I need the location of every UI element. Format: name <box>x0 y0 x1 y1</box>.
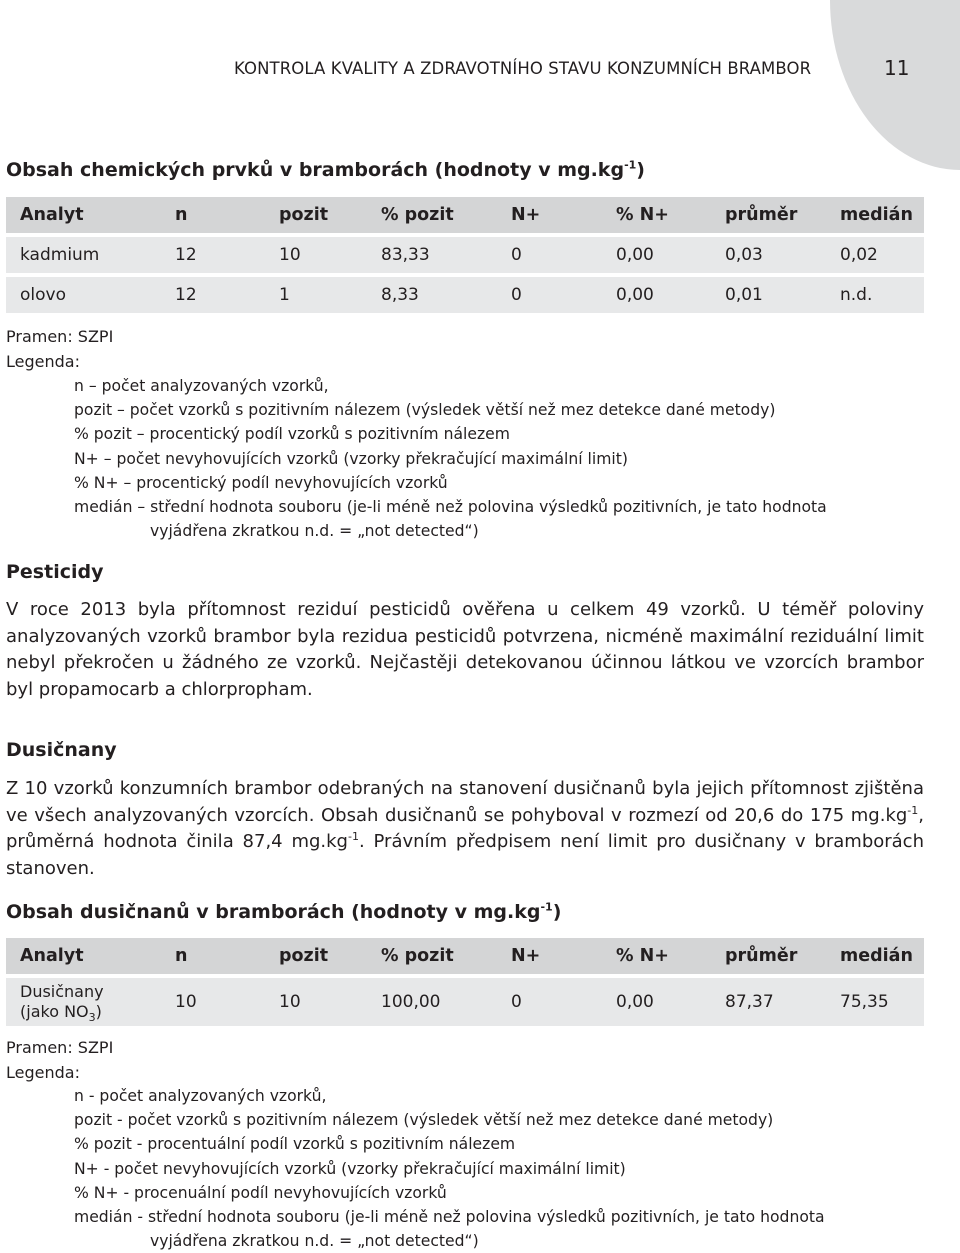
table2-source: Pramen: SZPI <box>6 1038 114 1057</box>
table1-legend-label: Legenda: <box>6 352 80 371</box>
table1 <box>6 197 924 313</box>
table1-title: Obsah chemických prvků v bramborách (hodnoty v $mg.kg^{-1}$) <box>6 158 645 181</box>
legend-item: medián - střední hodnota souboru (je-li méně než polovina výsledků pozitivních, je tato hodnota <box>74 1208 825 1227</box>
legend-item: medián – střední hodnota souboru (je-li méně než polovina výsledků pozitivních, je tato hodnota <box>74 498 827 517</box>
legend-item: pozit – počet vzorků s pozitivním nálezem (výsledek větší než mez detekce dané metody) <box>74 401 776 420</box>
table-row: kadmium 12 10 83,33 0 0,00 0,03 0,02 <box>6 237 924 273</box>
running-header: KONTROLA KVALITY A ZDRAVOTNÍHO STAVU KONZUMNÍCH BRAMBOR <box>234 59 812 78</box>
col-pct-pozit: % pozit <box>351 197 471 233</box>
legend-item: % N+ - procenuální podíl nevyhovujících vzorků <box>74 1183 447 1202</box>
legend-item: n – počet analyzovaných vzorků, <box>74 377 329 395</box>
dusicnany-heading: Dusičnany <box>6 739 117 761</box>
legend-item: pozit - počet vzorků s pozitivním nálezem (výsledek větší než mez detekce dané metody) <box>74 1111 774 1130</box>
dusicnany-paragraph: Z 10 vzorků konzumních brambor odebraných na stanovení dusičnanů byla jejich přítomnost zjištěna ve všech analyzovaných vzorcích. Obsah dusičnanů se pohyboval v rozmezí od 20,6 do 175 $mg.kg^{-1}$, průměrná hodnota činila 87,4 $mg.kg^{-1}$. Právním předpisem není limit pro dusičnany v bramborách stanoven. <box>6 778 924 879</box>
pesticidy-paragraph: V roce 2013 byla přítomnost reziduí pesticidů ověřena u celkem 49 vzorků. U téměř poloviny analyzovaných vzorků brambor byla rezidua pesticidů potvrzena, nicméně maximální reziduální limit nebyl překročen u žádného ze vzorků. Nejčastěji detekovanou účinnou látkou ve vzorcích brambor byl propamocarb a chlorpropham. <box>6 599 924 700</box>
table2 <box>6 938 924 1026</box>
legend-item: N+ – počet nevyhovujících vzorků (vzorky překračující maximální limit) <box>74 449 628 468</box>
legend-item: % pozit – procentický podíl vzorků s pozitivním nálezem <box>74 425 510 444</box>
col-nplus: N+ <box>471 197 586 233</box>
table1-source: Pramen: SZPI <box>6 327 114 346</box>
col-analyt: Analyt <box>6 197 131 233</box>
col-prumer: průměr <box>691 197 806 233</box>
table-row: olovo 12 1 8,33 0 0,00 0,01 n.d. <box>6 277 924 313</box>
legend-item: % N+ – procentický podíl nevyhovujících vzorků <box>74 473 448 492</box>
table-row: Dusičnany (jako $NO_3$) 10 10 100,00 0 0,00 87,37 75,35 <box>6 978 924 1026</box>
col-median: medián <box>806 197 924 233</box>
table2-legend <box>74 1084 825 1253</box>
legend-item: n - počet analyzovaných vzorků, <box>74 1087 327 1105</box>
col-n: n <box>131 197 241 233</box>
table2-header-row: Analyt n pozit % pozit N+ % N+ průměr medián <box>6 938 924 974</box>
table2-title: Obsah dusičnanů v bramborách (hodnoty v $mg.kg^{-1}$) <box>6 900 562 923</box>
legend-item-continuation: vyjádřena zkratkou n.d. = „not detected“) <box>150 1232 479 1251</box>
legend-item-continuation: vyjádřena zkratkou n.d. = „not detected“) <box>150 522 479 541</box>
col-pozit: pozit <box>241 197 351 233</box>
corner-decoration <box>830 0 960 170</box>
page-number: 11 <box>884 56 910 80</box>
analyt-cell: Dusičnany (jako $NO_3$) <box>6 978 131 1026</box>
col-pct-nplus: % N+ <box>586 197 691 233</box>
table1-header-row <box>6 197 924 233</box>
table1-legend <box>74 374 827 543</box>
legend-item: N+ - počet nevyhovujících vzorků (vzorky překračující maximální limit) <box>74 1159 626 1178</box>
table2-legend-label: Legenda: <box>6 1063 80 1082</box>
pesticidy-heading: Pesticidy <box>6 561 104 583</box>
legend-item: % pozit - procentuální podíl vzorků s pozitivním nálezem <box>74 1135 516 1154</box>
